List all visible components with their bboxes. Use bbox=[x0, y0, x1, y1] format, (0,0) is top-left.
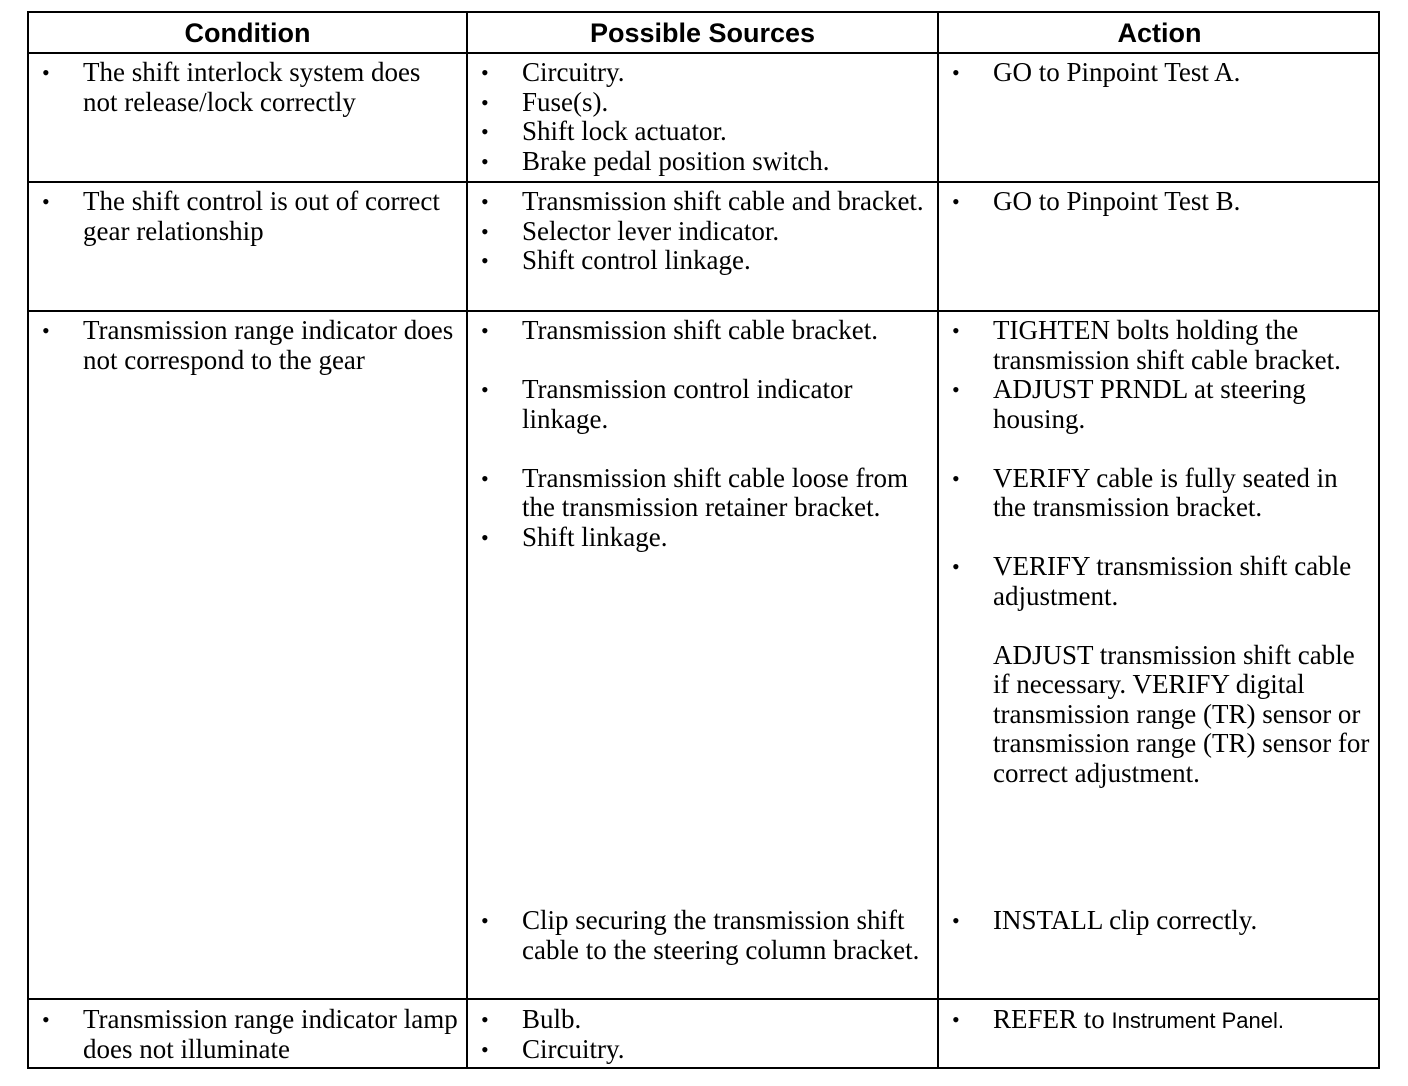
bullet-icon: • bbox=[481, 189, 489, 214]
source-item: Shift control linkage. bbox=[522, 245, 751, 275]
row-1-condition bbox=[29, 58, 459, 117]
row-4-condition bbox=[29, 1005, 459, 1064]
bullet-icon: • bbox=[952, 60, 960, 85]
source-item: Shift lock actuator. bbox=[522, 116, 727, 146]
source-item: Selector lever indicator. bbox=[522, 215, 780, 246]
row-divider bbox=[29, 998, 1378, 1000]
condition-text: Transmission range indicator lamp does not illuminate bbox=[83, 1004, 458, 1064]
bullet-icon: • bbox=[42, 60, 50, 85]
condition-text: The shift interlock system does not release/lock correctly bbox=[83, 57, 421, 117]
action-item: ADJUST PRNDL at steering housing. bbox=[993, 374, 1306, 434]
diagnosis-table bbox=[27, 11, 1380, 1069]
source-item: Fuse(s). bbox=[522, 86, 609, 117]
source-item: Transmission shift cable and bracket. bbox=[522, 186, 924, 216]
bullet-icon: • bbox=[481, 377, 489, 402]
source-item: Transmission shift cable bracket. bbox=[522, 315, 878, 345]
action-item: VERIFY transmission shift cable adjustment. bbox=[993, 551, 1352, 611]
action-item: INSTALL clip correctly. bbox=[993, 905, 1258, 935]
bullet-icon: • bbox=[952, 377, 960, 402]
bullet-icon: • bbox=[481, 318, 489, 343]
row-1-sources bbox=[468, 58, 930, 176]
bullet-icon: • bbox=[481, 1007, 489, 1032]
row-2-sources bbox=[468, 187, 930, 276]
row-2-condition bbox=[29, 187, 459, 246]
source-item: Circuitry. bbox=[522, 1033, 625, 1064]
row-divider bbox=[29, 181, 1378, 183]
row-4-action bbox=[939, 1005, 1374, 1036]
action-prefix: REFER to bbox=[993, 1004, 1105, 1034]
bullet-icon: • bbox=[952, 189, 960, 214]
row-3-action-clip bbox=[939, 906, 1374, 936]
bullet-icon: • bbox=[952, 465, 960, 491]
bullet-icon: • bbox=[481, 60, 489, 85]
bullet-icon: • bbox=[952, 1007, 960, 1032]
bullet-icon: • bbox=[481, 465, 489, 491]
bullet-icon: • bbox=[42, 189, 50, 214]
action-item: GO to Pinpoint Test A. bbox=[993, 57, 1241, 87]
bullet-icon: • bbox=[481, 908, 489, 933]
source-item: Circuitry. bbox=[522, 57, 625, 87]
row-1-action bbox=[939, 58, 1374, 88]
header-possible-sources: Possible Sources bbox=[589, 18, 816, 48]
source-item: Brake pedal position switch. bbox=[522, 145, 830, 176]
condition-text: Transmission range indicator does not correspond to the gear bbox=[83, 315, 454, 375]
row-3-action bbox=[939, 316, 1374, 788]
action-note: ADJUST transmission shift cable if necessary. VERIFY digital transmission range (TR) sensor or transmission range (TR) sensor for correct adjustment. bbox=[993, 639, 1370, 788]
bullet-icon: • bbox=[481, 148, 489, 174]
bullet-icon: • bbox=[481, 89, 489, 115]
row-3-sources bbox=[468, 316, 930, 552]
bullet-icon: • bbox=[481, 248, 489, 273]
row-3-condition bbox=[29, 316, 459, 375]
bullet-icon: • bbox=[952, 908, 960, 933]
source-item: Shift linkage. bbox=[522, 521, 668, 552]
bullet-icon: • bbox=[481, 524, 489, 550]
source-item: Transmission control indicator linkage. bbox=[522, 374, 853, 434]
condition-text: The shift control is out of correct gear relationship bbox=[83, 186, 440, 246]
source-item: Transmission shift cable loose from the transmission retainer bracket. bbox=[522, 462, 908, 522]
row-3-sources-clip bbox=[468, 906, 930, 965]
bullet-icon: • bbox=[952, 318, 960, 343]
bullet-icon: • bbox=[481, 119, 489, 144]
source-item: Clip securing the transmission shift cable to the steering column bracket. bbox=[522, 905, 920, 965]
instrument-panel-link[interactable]: Instrument Panel. bbox=[1111, 1008, 1284, 1033]
bullet-icon: • bbox=[952, 554, 960, 579]
header-action: Action bbox=[1117, 18, 1202, 48]
action-item: TIGHTEN bolts holding the transmission shift cable bracket. bbox=[993, 315, 1341, 375]
action-item: VERIFY cable is fully seated in the transmission bracket. bbox=[993, 462, 1338, 522]
row-4-sources bbox=[468, 1005, 930, 1064]
bullet-icon: • bbox=[481, 218, 489, 244]
row-divider bbox=[29, 310, 1378, 312]
header-condition: Condition bbox=[184, 18, 311, 48]
action-item: GO to Pinpoint Test B. bbox=[993, 186, 1241, 216]
source-item: Bulb. bbox=[522, 1004, 582, 1034]
bullet-icon: • bbox=[481, 1036, 489, 1062]
bullet-icon: • bbox=[42, 1007, 50, 1032]
bullet-icon: • bbox=[42, 318, 50, 343]
row-2-action bbox=[939, 187, 1374, 217]
